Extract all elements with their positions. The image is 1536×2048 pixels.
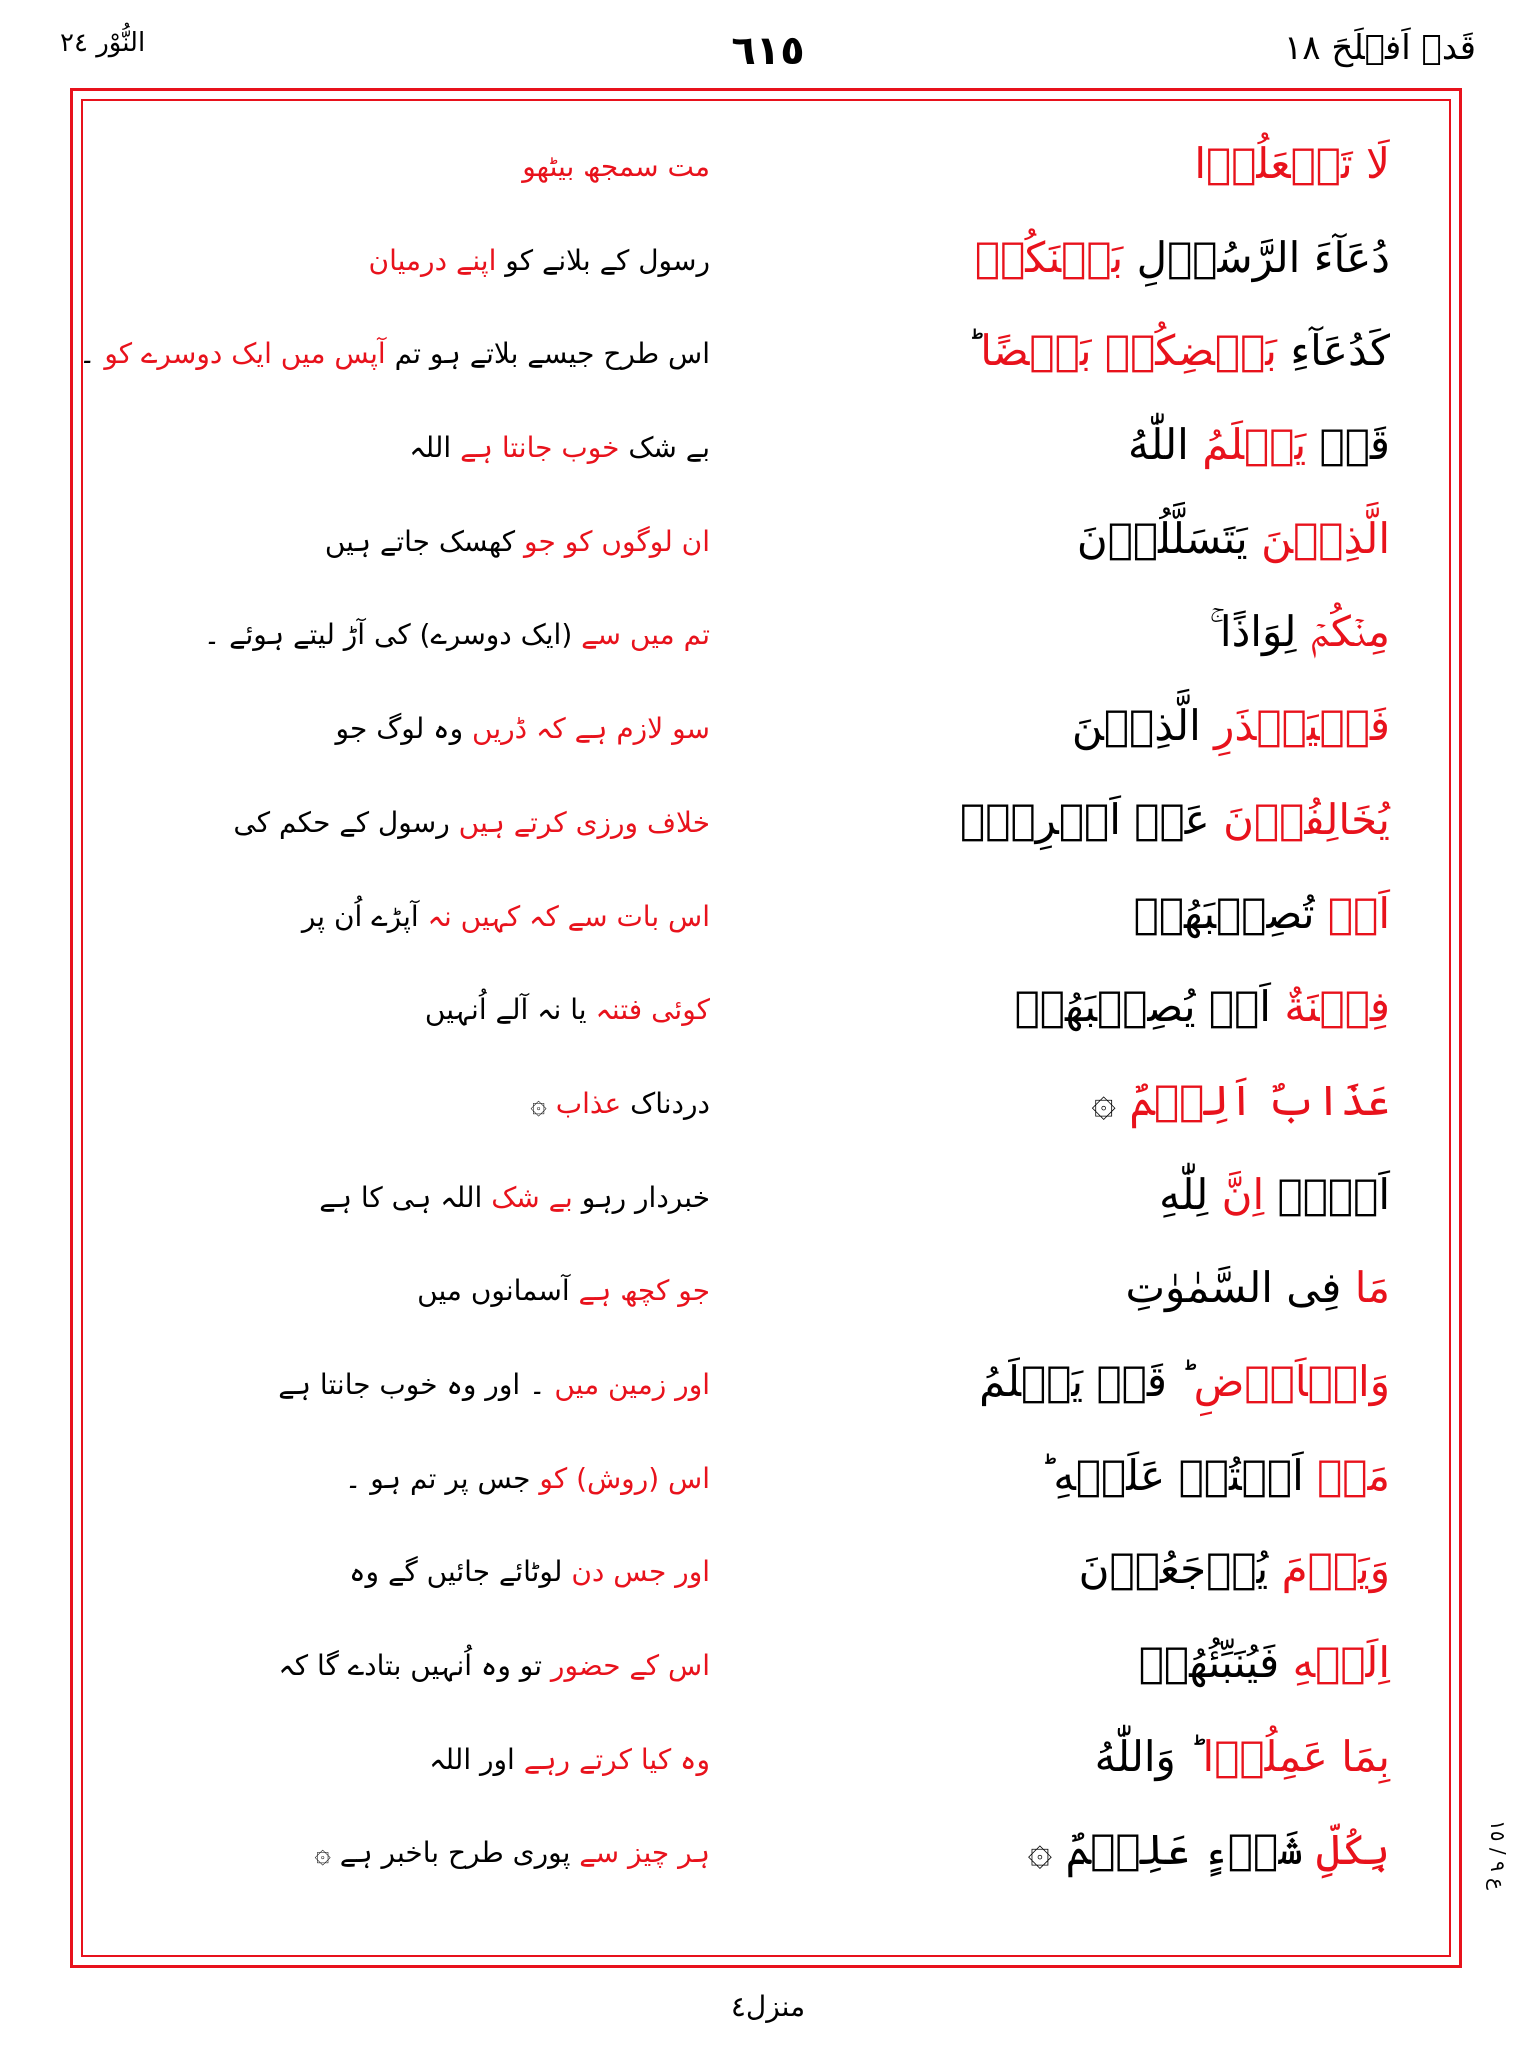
arabic-phrase (830, 696, 1390, 756)
urdu-translation (70, 1735, 710, 1785)
urdu-segment: اس کے حضور (550, 1649, 710, 1682)
arabic-segment: فِى السَّمٰوٰتِ (1125, 1263, 1355, 1313)
urdu-translation (70, 1079, 710, 1129)
arabic-segment: يُخَالِفُوۡنَ (1223, 794, 1390, 844)
urdu-translation (70, 610, 710, 660)
arabic-segment: لِوَاذًا ۚ (1209, 607, 1310, 657)
arabic-segment: ؕ (966, 326, 981, 376)
arabic-phrase (830, 1258, 1390, 1318)
arabic-segment: بَيۡنَكُمۡ (974, 232, 1124, 282)
arabic-segment: لِلّٰهِ (1159, 1169, 1222, 1219)
verse-row (90, 1721, 1410, 1815)
arabic-segment: كَدُعَآءِ (1277, 326, 1390, 376)
urdu-segment: یا نہ آلے اُنہیں (424, 993, 596, 1027)
urdu-segment: آسمانوں میں (417, 1274, 579, 1308)
arabic-segment: ۞ (1091, 1075, 1130, 1125)
arabic-segment: مَاۤ (1317, 1450, 1390, 1500)
urdu-segment: جس پر تم ہو ۔ (344, 1461, 540, 1495)
manzil-footer: منزل٤ (730, 1990, 806, 2023)
arabic-phrase (830, 1539, 1390, 1599)
urdu-segment: آپس میں ایک دوسرے کو (104, 337, 386, 371)
arabic-segment: الَّذِيۡنَ (1261, 513, 1390, 563)
urdu-translation (70, 1641, 710, 1691)
urdu-translation (70, 1547, 710, 1597)
surah-name: النُّوْر ٢٤ (60, 28, 146, 58)
urdu-segment: خوب جانتا ہے (460, 431, 620, 465)
verse-row (90, 1346, 1410, 1440)
urdu-segment: اس طرح جیسے بلاتے ہو تم (385, 337, 710, 371)
urdu-translation (70, 1360, 710, 1410)
arabic-segment: يَتَسَلَّلُوۡنَ (1076, 513, 1262, 563)
urdu-segment: خلاف ورزی کرتے ہیں (458, 805, 710, 839)
arabic-phrase (830, 977, 1390, 1037)
urdu-segment: وہ لوگ جو (335, 712, 472, 746)
ruku-marker: ع ٩ / ١٥ (1486, 1820, 1510, 1890)
arabic-segment: اَنۡ (1327, 888, 1390, 938)
urdu-segment: آپڑے اُن پر (301, 899, 428, 933)
arabic-phrase (830, 1071, 1390, 1131)
urdu-segment: ۞ (530, 1086, 556, 1120)
arabic-segment: فَيُنَبِّئُهُمۡ (1138, 1638, 1293, 1687)
page-number: ٦١٥ (731, 28, 805, 74)
arabic-phrase (830, 1352, 1390, 1412)
arabic-segment: اِنَّ (1221, 1169, 1265, 1219)
urdu-segment: عذاب (555, 1086, 622, 1120)
urdu-translation (70, 1266, 710, 1316)
urdu-segment: اس (روش) کو (539, 1461, 710, 1495)
arabic-segment: مِنۡكُمۡ (1309, 607, 1390, 657)
juz-name: قَدۡ اَفۡلَحَ ١٨ (1284, 28, 1476, 68)
urdu-segment: مت سمجھ بیٹھو (522, 150, 710, 183)
urdu-translation (70, 704, 710, 754)
urdu-translation (70, 236, 710, 286)
arabic-segment: بِكُلِّ (1316, 1825, 1390, 1875)
translation-rows (79, 128, 1410, 1908)
arabic-segment: تُصِيۡبَهُمۡ (1133, 888, 1328, 938)
arabic-phrase (830, 602, 1390, 662)
arabic-segment: اَنۡتُمۡ عَلَيۡهِ ؕ (1039, 1450, 1318, 1500)
urdu-translation (70, 985, 710, 1035)
urdu-translation (70, 142, 710, 192)
arabic-phrase (830, 134, 1390, 194)
arabic-segment: اَلَاۤ (1264, 1169, 1390, 1219)
verse-row (90, 596, 1410, 690)
verse-row (90, 1159, 1410, 1253)
arabic-segment: فَلۡيَحۡذَرِ (1214, 701, 1390, 751)
urdu-segment: ہر چیز سے (579, 1836, 710, 1870)
urdu-segment: کوئی فتنہ (595, 993, 710, 1027)
arabic-segment: ؕ وَاللّٰهُ (1094, 1731, 1203, 1781)
verse-row (90, 1065, 1410, 1159)
urdu-translation (70, 798, 710, 848)
arabic-phrase (830, 321, 1390, 381)
arabic-segment: الَّذِيۡنَ (1071, 701, 1215, 751)
arabic-segment: دُعَآءَ الرَّسُوۡلِ (1123, 232, 1390, 282)
urdu-segment: کھسک جاتے ہیں (324, 524, 525, 558)
arabic-segment: وَالۡاَرۡضِ (1193, 1356, 1390, 1406)
urdu-translation (70, 423, 710, 473)
arabic-segment: اِلَيۡهِ (1292, 1638, 1390, 1687)
arabic-phrase (830, 884, 1390, 944)
verse-row (90, 503, 1410, 597)
urdu-translation (70, 329, 710, 379)
verse-row (90, 878, 1410, 972)
urdu-segment: جو کچھ ہے (578, 1274, 710, 1308)
arabic-segment: يُرۡجَعُوۡنَ (1078, 1544, 1282, 1594)
verse-row (90, 1252, 1410, 1346)
urdu-segment: بے شک (619, 431, 710, 465)
arabic-segment: قَدۡ (1306, 420, 1390, 470)
verse-row (90, 222, 1410, 316)
urdu-segment: اس بات سے کہ کہیں نہ (427, 899, 710, 933)
urdu-segment: لوٹائے جائیں گے وہ (349, 1555, 572, 1589)
urdu-segment: دردناک (621, 1086, 710, 1120)
arabic-phrase (830, 509, 1390, 569)
urdu-segment: بے شک (491, 1180, 573, 1214)
verse-row (90, 971, 1410, 1065)
urdu-segment: ۔ (79, 337, 105, 371)
urdu-segment: تو وہ اُنہیں بتادے گا کہ (278, 1649, 551, 1682)
arabic-phrase (830, 1165, 1390, 1225)
arabic-phrase (830, 228, 1390, 288)
verse-row (90, 784, 1410, 878)
urdu-translation (70, 1828, 710, 1878)
urdu-segment: رسول کے بلانے کو (496, 243, 710, 277)
urdu-segment: ۔ اور وہ خوب جانتا ہے (278, 1367, 555, 1401)
urdu-segment: ان لوگوں کو جو (524, 524, 710, 558)
urdu-segment: (ایک دوسرے) کی آڑ لیتے ہوئے ۔ (203, 618, 582, 652)
urdu-segment: تم میں سے (581, 618, 710, 652)
verse-row (90, 1440, 1410, 1534)
urdu-segment: وہ کیا کرتے رہے (523, 1742, 710, 1776)
arabic-phrase (830, 1727, 1390, 1787)
verse-row (90, 690, 1410, 784)
urdu-translation (70, 1454, 710, 1504)
arabic-segment: عَذَابٌ اَلِيۡمٌ (1129, 1075, 1390, 1125)
arabic-segment: بِمَا عَمِلُوۡا (1202, 1731, 1390, 1781)
urdu-translation (70, 517, 710, 567)
urdu-segment: پوری طرح باخبر ہے ۞ (314, 1836, 580, 1870)
verse-row (79, 315, 1410, 409)
page-header (60, 28, 1476, 78)
urdu-segment: اور زمین میں (554, 1367, 710, 1401)
urdu-segment: اور اللہ (429, 1742, 524, 1776)
arabic-segment: بَعۡضِكُمۡ بَعۡضًا (980, 326, 1277, 376)
arabic-phrase (830, 415, 1390, 475)
verse-row (90, 1814, 1410, 1908)
arabic-segment: مَا (1354, 1263, 1390, 1313)
arabic-segment: اللّٰهُ (1127, 420, 1203, 470)
urdu-segment: اور جس دن (571, 1555, 710, 1589)
arabic-phrase (830, 790, 1390, 850)
arabic-phrase (830, 1820, 1390, 1880)
verse-row (90, 128, 1410, 222)
arabic-segment: فِتۡنَةٌ (1284, 982, 1390, 1032)
urdu-segment: خبردار رہو (572, 1180, 710, 1214)
urdu-translation (70, 1173, 710, 1223)
arabic-segment: لَا تَجۡعَلُوۡا (1194, 139, 1390, 188)
urdu-segment: اپنے درمیان (368, 243, 497, 277)
arabic-segment: وَيَوۡمَ (1281, 1544, 1390, 1594)
verse-row (90, 1533, 1410, 1627)
arabic-segment: عَنۡ اَمۡرِهٖۤ (960, 794, 1224, 844)
arabic-segment: يَعۡلَمُ (1202, 420, 1307, 470)
verse-row (90, 409, 1410, 503)
arabic-segment: ؕ قَدۡ يَعۡلَمُ (979, 1356, 1194, 1406)
verse-row (90, 1627, 1410, 1721)
urdu-segment: اللہ (409, 431, 461, 465)
arabic-phrase (830, 1446, 1390, 1506)
urdu-translation (70, 892, 710, 942)
urdu-segment: رسول کے حکم کی (233, 805, 459, 839)
urdu-segment: سو لازم ہے کہ ڈریں (472, 712, 710, 746)
arabic-phrase (830, 1633, 1390, 1693)
urdu-segment: اللہ ہی کا ہے (319, 1180, 492, 1214)
arabic-segment: اَوۡ يُصِيۡبَهُمۡ (1014, 982, 1285, 1032)
arabic-segment: شَىۡءٍ عَلِيۡمٌ ۞ (1027, 1825, 1317, 1875)
